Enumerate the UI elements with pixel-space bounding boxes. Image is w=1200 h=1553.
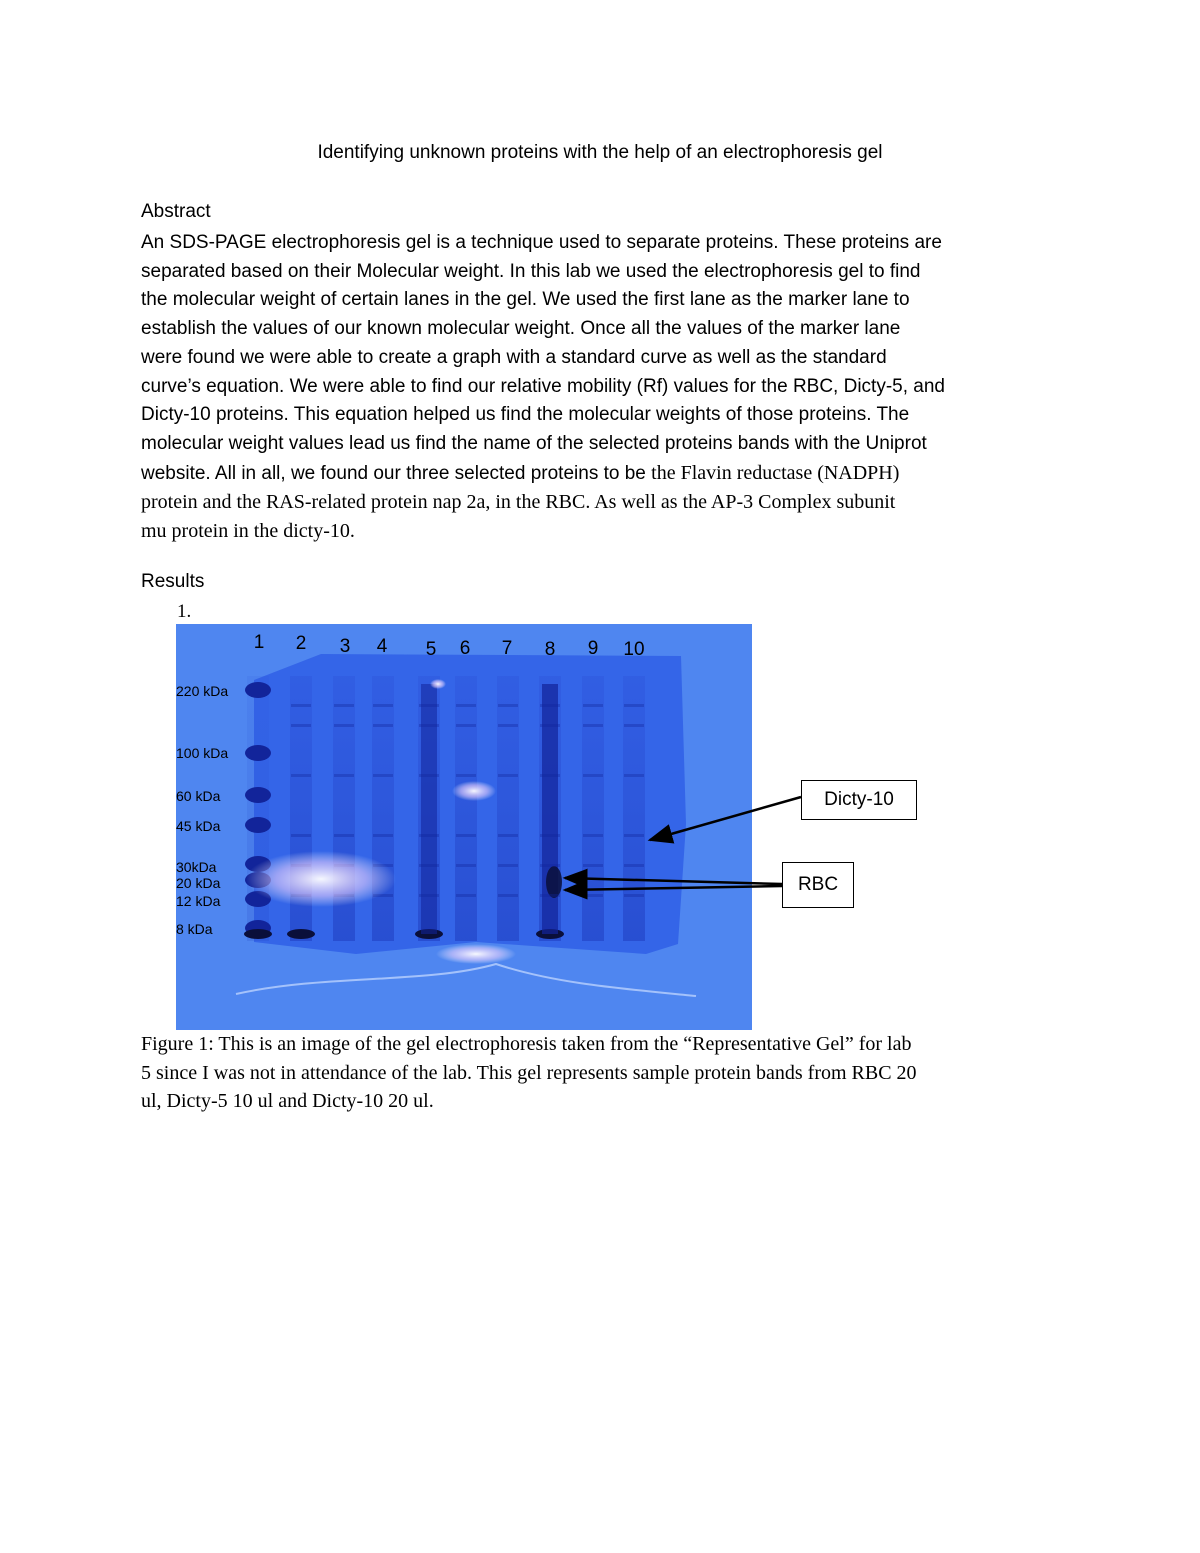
gel-photo — [176, 624, 752, 1030]
gel-lane-10 — [623, 676, 645, 941]
sample-band — [540, 704, 560, 707]
dicty-callout-box: Dicty-10 — [801, 780, 917, 820]
sample-band — [291, 834, 311, 837]
abstract-line: molecular weight values lead us find the name of the selected proteins bands with the Uniprot — [141, 432, 927, 454]
gel-lane-6 — [455, 676, 477, 941]
sample-band — [583, 834, 603, 837]
caption-line: ul, Dicty-5 10 ul and Dicty-10 20 ul. — [141, 1090, 434, 1113]
sample-band — [334, 724, 354, 727]
sample-band — [498, 834, 518, 837]
sample-band — [419, 864, 439, 867]
abstract-line: curve’s equation. We were able to find our relative mobility (Rf) values for the RBC, Dicty-5, and — [141, 375, 945, 397]
abstract-line — [141, 459, 1071, 489]
lane-label: 8 — [544, 639, 556, 660]
sample-band — [624, 894, 644, 897]
sample-band — [373, 834, 393, 837]
dark-band — [287, 929, 315, 939]
abstract-line: protein and the RAS-related protein nap 2a, in the RBC. As well as the AP-3 Complex subunit — [141, 491, 896, 514]
sample-band — [498, 704, 518, 707]
sample-band — [540, 724, 560, 727]
sample-band — [291, 724, 311, 727]
abstract-line: separated based on their Molecular weight. In this lab we used the electrophoresis gel to find — [141, 260, 921, 282]
sample-band — [334, 834, 354, 837]
dark-band — [244, 929, 272, 939]
sample-band — [456, 894, 476, 897]
marker-weight-label: 220 kDa — [176, 683, 229, 699]
abstract-line-sans-part: website. All in all, we found our three selected proteins to be — [141, 462, 652, 484]
sample-band — [498, 724, 518, 727]
sample-band — [583, 704, 603, 707]
sample-band — [624, 864, 644, 867]
lane-label: 4 — [376, 636, 388, 657]
gel-image — [176, 624, 752, 1030]
sample-band — [456, 834, 476, 837]
lane-label: 10 — [623, 639, 645, 660]
caption-line: Figure 1: This is an image of the gel electrophoresis taken from the “Representative Gel” for lab — [141, 1033, 912, 1055]
glare-spot — [430, 679, 446, 689]
abstract-line: establish the values of our known molecular weight. Once all the values of the marker lane — [141, 318, 901, 340]
results-heading: Results — [141, 571, 205, 592]
marker-weight-label: 30kDa — [176, 859, 217, 875]
gel-lane-4 — [372, 676, 394, 941]
marker-weight-label: 60 kDa — [176, 788, 221, 804]
sample-band — [373, 774, 393, 777]
sample-band — [624, 834, 644, 837]
marker-weight-label: 12 kDa — [176, 893, 221, 909]
glare-spot — [452, 781, 496, 801]
glare-spot — [246, 851, 396, 907]
sample-band — [583, 774, 603, 777]
rbc-band — [546, 866, 562, 898]
sample-band — [419, 704, 439, 707]
abstract-body — [141, 229, 1071, 546]
abstract-line: An SDS-PAGE electrophoresis gel is a technique used to separate proteins. These proteins are — [141, 232, 942, 253]
lane-label: 5 — [425, 639, 437, 660]
lane-label: 1 — [253, 632, 265, 653]
lane-label: 6 — [459, 638, 471, 659]
sample-band — [583, 724, 603, 727]
sample-band — [334, 704, 354, 707]
sample-band — [456, 864, 476, 867]
marker-weight-label: 45 kDa — [176, 818, 221, 834]
marker-band — [245, 817, 271, 833]
sample-band — [583, 894, 603, 897]
gel-lane-9 — [582, 676, 604, 941]
lane-label: 2 — [295, 633, 307, 654]
abstract-line: Dicty-10 proteins. This equation helped us find the molecular weights of those proteins. The — [141, 404, 910, 426]
marker-band — [245, 787, 271, 803]
marker-band — [245, 745, 271, 761]
abstract-heading: Abstract — [141, 201, 211, 222]
glare-spot — [436, 944, 516, 964]
sample-band — [419, 774, 439, 777]
sample-band — [419, 834, 439, 837]
document-title: Identifying unknown proteins with the help of an electrophoresis gel — [317, 142, 883, 163]
sample-band — [456, 774, 476, 777]
marker-weight-label: 8 kDa — [176, 921, 213, 937]
sample-band — [291, 774, 311, 777]
sample-band — [456, 724, 476, 727]
sample-band — [373, 724, 393, 727]
sample-band — [583, 864, 603, 867]
sample-band — [498, 864, 518, 867]
sample-band — [624, 724, 644, 727]
sample-band — [291, 704, 311, 707]
marker-weight-label: 20 kDa — [176, 875, 221, 891]
sample-band — [419, 724, 439, 727]
marker-band — [245, 682, 271, 698]
abstract-line: mu protein in the dicty-10. — [141, 520, 355, 543]
sample-band — [540, 774, 560, 777]
sample-band — [456, 704, 476, 707]
abstract-line: were found we were able to create a graph with a standard curve as well as the standard — [141, 346, 887, 368]
abstract-line-serif-part: the Flavin reductase (NADPH) — [651, 461, 900, 484]
sample-band — [624, 774, 644, 777]
gel-lane-7 — [497, 676, 519, 941]
sample-band — [498, 894, 518, 897]
lane-label: 7 — [501, 638, 513, 659]
caption-line: 5 since I was not in attendance of the lab. This gel represents sample protein bands from RBC 20 — [141, 1061, 917, 1084]
figure-caption — [141, 1030, 1071, 1116]
sample-band — [540, 864, 560, 867]
list-number: 1. — [177, 601, 192, 622]
lane-label: 9 — [587, 638, 599, 659]
sample-band — [540, 834, 560, 837]
sample-band — [373, 704, 393, 707]
marker-weight-label: 100 kDa — [176, 745, 229, 761]
sample-band — [334, 774, 354, 777]
sample-band — [624, 704, 644, 707]
abstract-line: the molecular weight of certain lanes in the gel. We used the first lane as the marker lane to — [141, 289, 910, 311]
sample-band — [540, 894, 560, 897]
sample-band — [419, 894, 439, 897]
sample-band — [498, 774, 518, 777]
lane-label: 3 — [339, 636, 351, 657]
rbc-callout-box: RBC — [782, 862, 854, 908]
